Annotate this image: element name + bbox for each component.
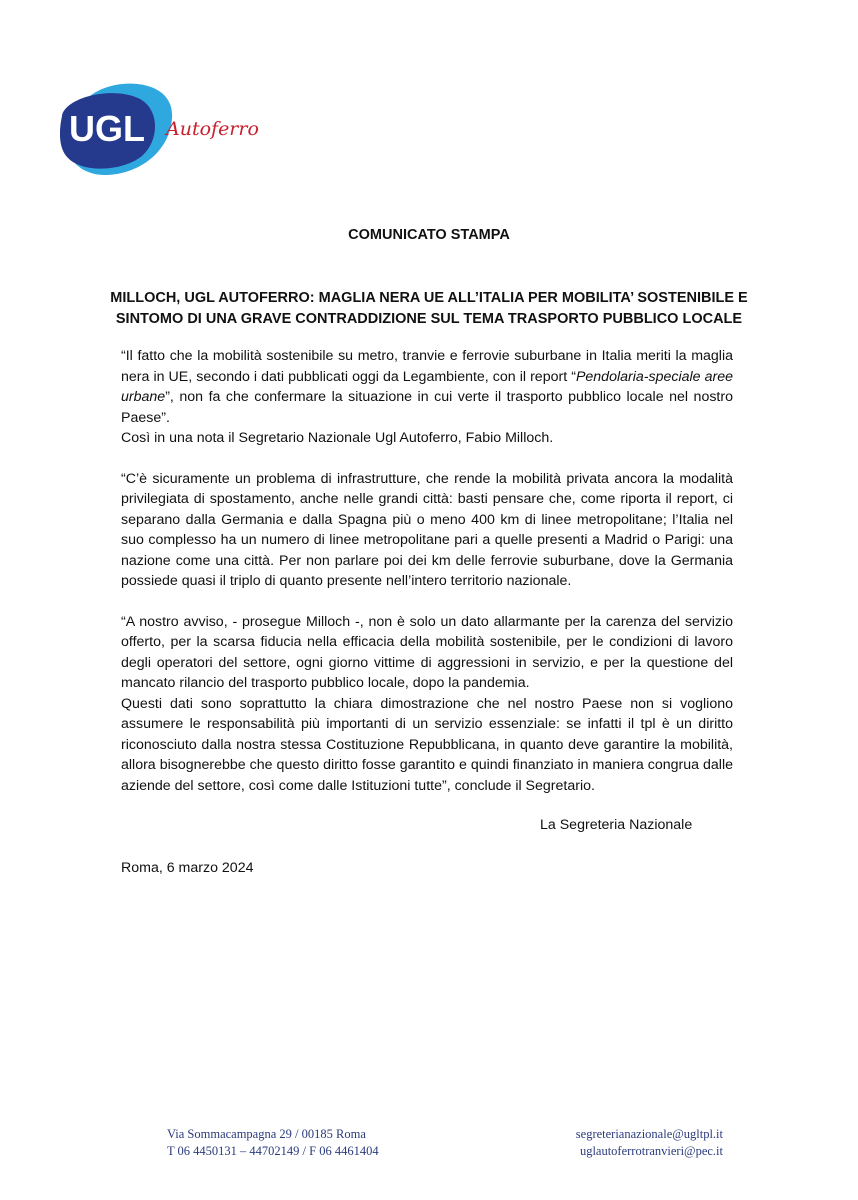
footer-address: Via Sommacampagna 29 / 00185 Roma [167,1127,366,1141]
ugl-autoferro-logo [60,78,260,178]
paragraph-1-text-b: ”, non fa che confermare la situazione in cui verte il trasporto pubblico locale nel nostro Paese”. [121,389,733,426]
footer-email[interactable]: segreterianazionale@ugltpl.it [575,1127,723,1141]
paragraph-2: “C’è sicuramente un problema di infrastrutture, che rende la mobilità privata ancora la modalità privilegiata di spostamento, anche nelle grandi città: basti pensare che, come riporta il report, ci separano dalla Germania e dalla Spagna più o meno 400 km di linee metropolitane; l’Italia nel suo complesso ha un numero di linee metropolitane pari a quelle presenti a Madrid o Parigi: una nazione come una città. Per non parlare poi dei km delle ferrovie suburbane, dove la Germania possiede quasi il triplo di quanto presente nell’intero territorio nazionale. [121,470,733,589]
document-title: COMUNICATO STAMPA [348,227,510,243]
footer-address-block [167,1126,379,1160]
paragraph-1-text-c: Così in una nota il Segretario Nazionale Ugl Autoferro, Fabio Milloch. [121,430,554,446]
logo-subtitle-text: Autoferro [166,118,259,140]
footer-contact-block [538,1126,723,1160]
headline-line-2: SINTOMO DI UNA GRAVE CONTRADDIZIONE SUL TEMA TRASPORTO PUBBLICO LOCALE [115,311,743,327]
paragraph-3: “A nostro avviso, - prosegue Milloch -, non è solo un dato allarmante per la carenza del servizio offerto, per la scarsa fiducia nella efficacia della mobilità sostenibile, per le condizioni di lavoro degli operatori del settore, ogni giorno vittime di aggressioni in servizio, e per la questione del mancato rilancio del trasporto pubblico locale, dopo la pandemia. [121,613,733,691]
paragraph-4: Questi dati sono soprattutto la chiara dimostrazione che nel nostro Paese non si vogliono assumere le responsabilità più importanti di un servizio essenziale: se infatti il tpl è un diritto riconosciuto dalla nostra stessa Costituzione Repubblicana, in quanto deve garantire la mobilità, allora bisognerebbe che questo diritto fosse garantito e quindi finanziato in maniera congrua dalle aziende del settore, così come dalle Istituzioni tutte”, conclude il Segretario. [121,695,733,794]
signature: La Segreteria Nazionale [540,817,693,833]
document-body [121,346,733,816]
footer-pec[interactable]: uglautoferrotranvieri@pec.it [579,1144,723,1158]
paragraph-1-text-a: “Il fatto che la mobilità sostenibile su metro, tranvie e ferrovie suburbane in Italia meriti la maglia nera in UE, secondo i dati pubblicati oggi da Legambiente, con il report “ [121,348,733,385]
paragraph-1 [121,346,733,449]
logo-brand-text: UGL [69,108,145,149]
logo-mark [60,78,260,178]
report-title: Pendolaria-speciale aree urbane [121,368,733,405]
document-headline [100,288,758,330]
headline-line-1: MILLOCH, UGL AUTOFERRO: MAGLIA NERA UE ALL’ITALIA PER MOBILITA’ SOSTENIBILE E [110,290,748,306]
footer-phone: T 06 4450131 – 44702149 / F 06 4461404 [167,1144,379,1158]
document-date: Roma, 6 marzo 2024 [121,860,254,876]
